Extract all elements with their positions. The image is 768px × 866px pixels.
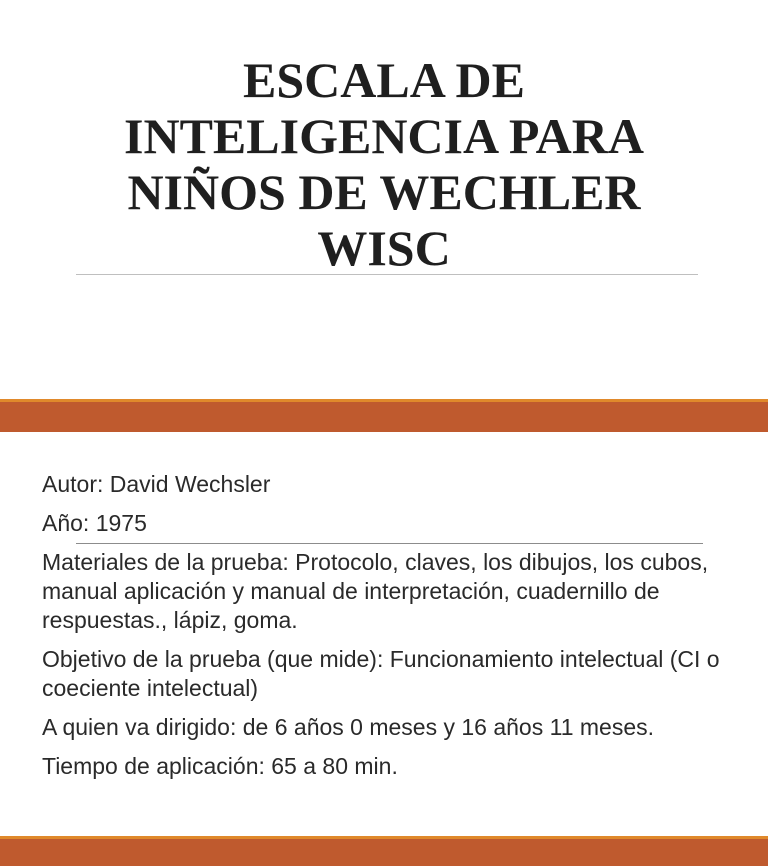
slide-content bbox=[42, 470, 742, 791]
title-divider bbox=[76, 274, 698, 275]
title-line-1: ESCALA DE bbox=[242, 52, 526, 108]
target-audience-line: A quien va dirigido: de 6 años 0 meses y 16 años 11 meses. bbox=[42, 714, 655, 740]
bottom-accent-band bbox=[0, 836, 768, 866]
title-line-3: NIÑOS DE WECHLER bbox=[127, 164, 641, 220]
top-accent-band bbox=[0, 399, 768, 432]
materials-line: Materiales de la prueba: Protocolo, claves, los dibujos, los cubos, manual aplicación y manual de interpretación, cuadernillo de respuestas., lápiz, goma. bbox=[42, 549, 709, 633]
author-line: Autor: David Wechsler bbox=[42, 471, 271, 497]
slide-title bbox=[60, 52, 708, 276]
duration-line: Tiempo de aplicación: 65 a 80 min. bbox=[42, 753, 398, 779]
content-divider bbox=[76, 543, 703, 544]
year-line: Año: 1975 bbox=[42, 510, 147, 536]
title-line-4: WISC bbox=[317, 220, 451, 276]
objective-line: Objetivo de la prueba (que mide): Funcionamiento intelectual (CI o coeciente intelectual) bbox=[42, 646, 720, 701]
title-line-2: INTELIGENCIA PARA bbox=[124, 108, 644, 164]
